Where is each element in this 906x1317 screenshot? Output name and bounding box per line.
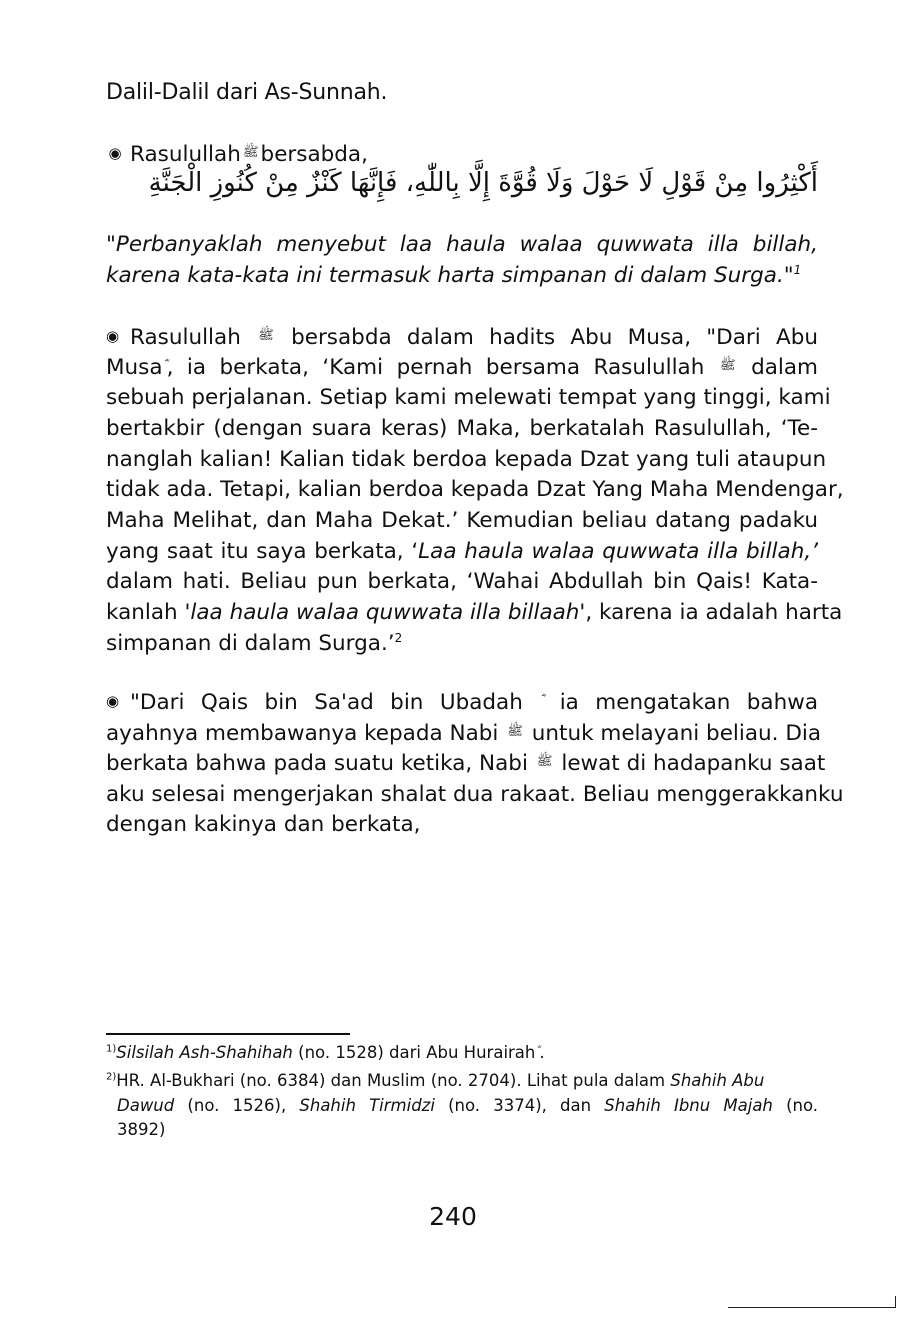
s2-line-4: bertakbir (dengan suara keras) Maka, berkatalah Rasulullah, ‘Te- bbox=[106, 416, 818, 441]
footnote-2-line-2 bbox=[117, 1096, 818, 1115]
intro-label: Rasulullah bbox=[130, 142, 241, 167]
footnote-divider bbox=[106, 1033, 350, 1035]
s3-text: berkata bahwa pada suatu ketika, Nabi bbox=[106, 751, 528, 776]
s3-line-3 bbox=[106, 751, 826, 776]
footnote-ref-2[interactable]: 2 bbox=[394, 630, 403, 645]
footnote-2-text: (no. 3374), dan bbox=[448, 1096, 592, 1115]
translation-line-1: "Perbanyaklah menyebut laa haula walaa quwwata illa billah, bbox=[106, 232, 818, 257]
s3-text: "Dari Qais bin Sa'ad bin Ubadah bbox=[130, 690, 523, 715]
s3-text: ia mengatakan bahwa bbox=[559, 690, 818, 715]
honorific-saw-icon: ﷺ bbox=[536, 753, 553, 769]
footnote-2-line-3: 3892) bbox=[117, 1120, 166, 1139]
s2-text: bersabda dalam hadits Abu Musa, "Dari Abu bbox=[291, 325, 818, 350]
bullet-icon: ◉ bbox=[106, 327, 120, 345]
footnote-ref-1[interactable]: 1 bbox=[793, 262, 802, 277]
s3-line-2 bbox=[106, 721, 822, 746]
s2-text: Musa bbox=[106, 355, 163, 380]
corner-crop-rule bbox=[728, 1307, 896, 1308]
s3-line-4: aku selesai mengerjakan shalat dua rakaat. Beliau menggerakkanku bbox=[106, 782, 844, 807]
footnote-1-number: 1) bbox=[106, 1043, 117, 1055]
s3-line-5: dengan kakinya dan berkata, bbox=[106, 812, 421, 837]
footnote-2-number: 2) bbox=[106, 1071, 117, 1083]
footnote-2-italic: Shahih Abu bbox=[670, 1071, 765, 1090]
s3-line-1 bbox=[106, 690, 818, 715]
page-number: 240 bbox=[429, 1202, 477, 1231]
s2-text: Rasulullah bbox=[130, 325, 241, 350]
footnote-2-text: HR. Al-Bukhari (no. 6384) dan Muslim (no. 2704). Lihat pula dalam bbox=[116, 1071, 666, 1090]
s2-line-8 bbox=[106, 539, 818, 564]
s2-line-5: nanglah kalian! Kalian tidak berdoa kepada Dzat yang tuli ataupun bbox=[106, 447, 827, 472]
bullet-icon: ◉ bbox=[106, 692, 120, 710]
s2-text: , ia berkata, ‘Kami pernah bersama Rasulullah bbox=[166, 355, 705, 380]
honorific-saw-icon: ﷺ bbox=[242, 144, 259, 160]
footnote-2-line-1 bbox=[106, 1071, 818, 1090]
s2-line-6: tidak ada. Tetapi, kalian berdoa kepada Dzat Yang Maha Mendengar, bbox=[106, 477, 844, 502]
s2-text: yang saat itu saya berkata, ‘ bbox=[106, 539, 419, 564]
s2-line-10 bbox=[106, 600, 843, 625]
s2-text: ', karena ia adalah harta bbox=[579, 600, 843, 625]
honorific-saw-icon: ﷺ bbox=[719, 357, 736, 373]
s2-italic-text: Laa haula walaa quwwata illa billah,’ bbox=[418, 539, 818, 564]
corner-crop-tick bbox=[895, 1296, 896, 1308]
s3-text: ayahnya membawanya kepada Nabi bbox=[106, 721, 499, 746]
s2-line-9: dalam hati. Beliau pun berkata, ‘Wahai Abdullah bin Qais! Kata- bbox=[106, 569, 818, 594]
footnote-1-title: Silsilah Ash-Shahihah bbox=[116, 1043, 293, 1062]
bullet-icon: ◉ bbox=[108, 144, 122, 162]
footnote-2-text: (no. 1526), bbox=[187, 1096, 287, 1115]
s2-italic-text: laa haula walaa quwwata illa billaah bbox=[190, 600, 580, 625]
s2-text: dalam bbox=[751, 355, 818, 380]
arabic-hadith-text: أَكْثِرُوا مِنْ قَوْلِ لَا حَوْلَ وَلَا قُوَّةَ إِلَّا بِاللّٰهِ، فَإِنَّهَا كَنْزٌ مِنْ كُنُوزِ الْجَنَّةِ bbox=[148, 168, 818, 198]
footnote-1: $^{1)}$Silsilah Ash-Shahihah (no. 1528) dari Abu Hurairah . bbox=[106, 1043, 545, 1062]
translation-line-2 bbox=[106, 263, 818, 288]
s2-line-3: sebuah perjalanan. Setiap kami melewati tempat yang tinggi, kami bbox=[106, 385, 831, 410]
s2-line-11 bbox=[106, 631, 818, 656]
s2-line-1 bbox=[106, 325, 818, 350]
translation-line-2-text: karena kata-kata ini termasuk harta simpanan di dalam Surga." bbox=[106, 263, 794, 288]
s2-line-7: Maha Melihat, dan Maha Dekat.’ Kemudian beliau datang padaku bbox=[106, 508, 818, 533]
footnote-2-text: (no. bbox=[786, 1096, 819, 1115]
s2-text: kanlah ' bbox=[106, 600, 191, 625]
footnote-2-italic: Shahih Tirmidzi bbox=[299, 1096, 435, 1115]
s2-line-2 bbox=[106, 355, 818, 380]
section1-intro bbox=[106, 142, 818, 167]
honorific-saw-icon: ﷺ bbox=[258, 327, 274, 343]
s2-text: simpanan di dalam Surga.’ bbox=[106, 631, 395, 656]
footnote-2-italic: Shahih Ibnu Majah bbox=[604, 1096, 773, 1115]
s3-text: lewat di hadapanku saat bbox=[561, 751, 826, 776]
footnote-1-text: (no. 1528) dari Abu Hurairah bbox=[298, 1043, 536, 1062]
honorific-saw-icon: ﷺ bbox=[507, 723, 523, 739]
footnote-2-italic: Dawud bbox=[117, 1096, 175, 1115]
intro-verb: bersabda, bbox=[260, 142, 368, 167]
s3-text: untuk melayani beliau. Dia bbox=[531, 721, 822, 746]
chapter-heading: Dalil-Dalil dari As-Sunnah. bbox=[106, 80, 388, 105]
